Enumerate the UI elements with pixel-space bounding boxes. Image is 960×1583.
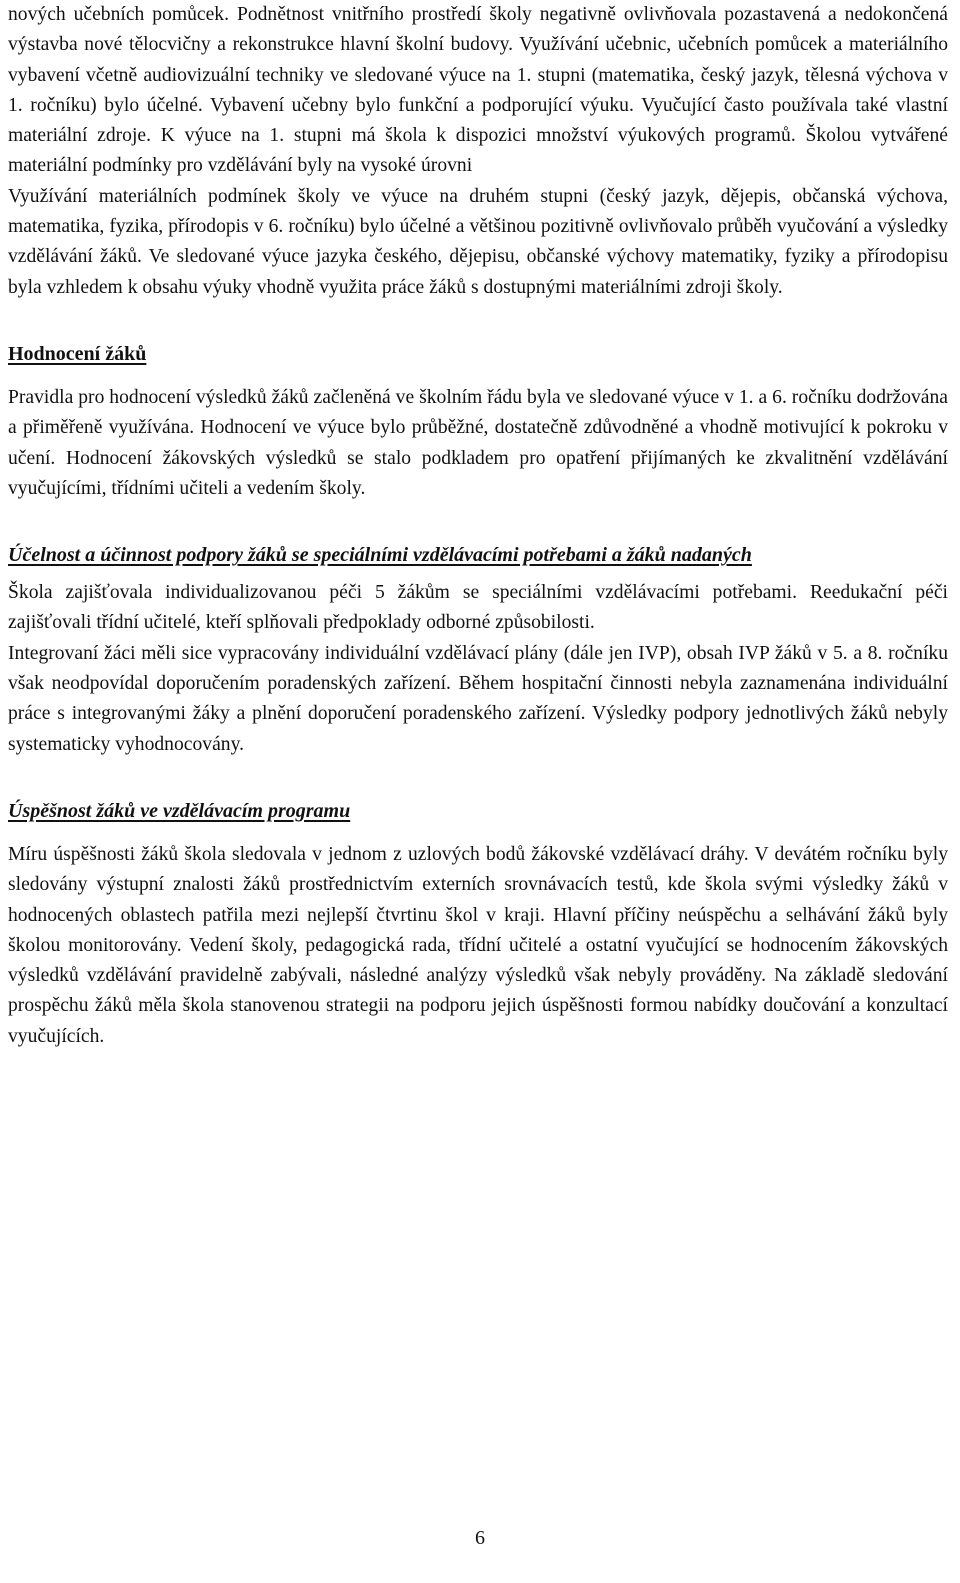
paragraph-hodnoceni-zaku: Pravidla pro hodnocení výsledků žáků začleněná ve školním řádu byla ve sledované výuce v 1. a 6. ročníku dodržována a přiměřeně využívána. Hodnocení ve výuce bylo průběžné, dostatečně zdůvodněné a vhodně motivující k pokroku v učení. Hodnocení žákovských výsledků se stalo podkladem pro opatření přijímaných ke zkvalitnění vzdělávání vyučujícími, třídními učiteli a vedením školy.: [8, 386, 948, 499]
heading-hodnoceni-zaku: Hodnocení žáků: [8, 342, 147, 365]
heading-ucelnost-podpory: Účelnost a účinnost podpory žáků se speciálními vzdělávacími potřebami a žáků nadaných: [8, 544, 752, 567]
paragraph-ucelnost-podpory-2: Integrovaní žáci měli sice vypracovány individuální vzdělávací plány (dále jen IVP), obsah IVP žáků v 5. a 8. ročníku však neodpovídal doporučením poradenských zařízení. Během hospitační činnosti nebyla zaznamenána individuální práce s integrovanými žáky a plnění doporučení poradenského zařízení. Výsledky podpory jednotlivých žáků nebyly systematicky vyhodnocovány.: [8, 642, 948, 755]
document-page: [8, 0, 948, 1052]
paragraph-ucelnost-podpory-1: Škola zajišťovala individualizovanou péči 5 žákům se speciálními vzdělávacími potřebami. Reedukační péči zajišťovali třídní učitelé, kteří splňovali předpoklady odborné způsobilosti.: [8, 582, 948, 634]
heading-uspesnost-zaku: Úspěšnost žáků ve vzdělávacím programu: [8, 799, 351, 822]
page-number: 6: [475, 1527, 485, 1549]
paragraph-material-resources-2: Využívání materiálních podmínek školy ve výuce na druhém stupni (český jazyk, dějepis, občanská výchova, matematika, fyzika, přírodopis v 6. ročníku) bylo účelné a většinou pozitivně ovlivňovalo průběh vyučování a výsledky vzdělávání žáků. Ve sledované výuce jazyka českého, dějepisu, občanské výchovy matematiky, fyziky a přírodopisu byla vzhledem k obsahu výuky vhodně využita práce žáků s dostupnými materiálními zdroji školy.: [8, 185, 948, 298]
paragraph-uspesnost-zaku: Míru úspěšnosti žáků škola sledovala v jednom z uzlových bodů žákovské vzdělávací dráhy. V devátém ročníku byly sledovány výstupní znalosti žáků prostřednictvím externích srovnávacích testů, kde škola svými výsledky žáků v hodnocených oblastech patřila mezi nejlepší čtvrtinu škol v kraji. Hlavní příčiny neúspěchu a selhávání žáků byly školou monitorovány. Vedení školy, pedagogická rada, třídní učitelé a ostatní vyučující se hodnocením žákovských výsledků vzdělávání pravidelně zabývali, následné analýzy výsledků však nebyly prováděny. Na základě sledování prospěchu žáků měla škola stanovenou strategii na podporu jejich úspěšnosti formou nabídky doučování a konzultací vyučujících.: [8, 843, 948, 1047]
paragraph-material-resources-1: nových učebních pomůcek. Podnětnost vnitřního prostředí školy negativně ovlivňovala pozastavená a nedokončená výstavba nové tělocvičny a rekonstrukce hlavní školní budovy. Využívání učebnic, učebních pomůcek a materiálního vybavení včetně audiovizuální techniky ve sledované výuce na 1. stupni (matematika, český jazyk, tělesná výchova v 1. ročníku) bylo účelné. Vybavení učebny bylo funkční a podporující výuku. Vyučující často používala také vlastní materiální zdroje. K výuce na 1. stupni má škola k dispozici množství výukových programů. Školou vytvářené materiální podmínky pro vzdělávání byly na vysoké úrovni: [8, 4, 948, 177]
